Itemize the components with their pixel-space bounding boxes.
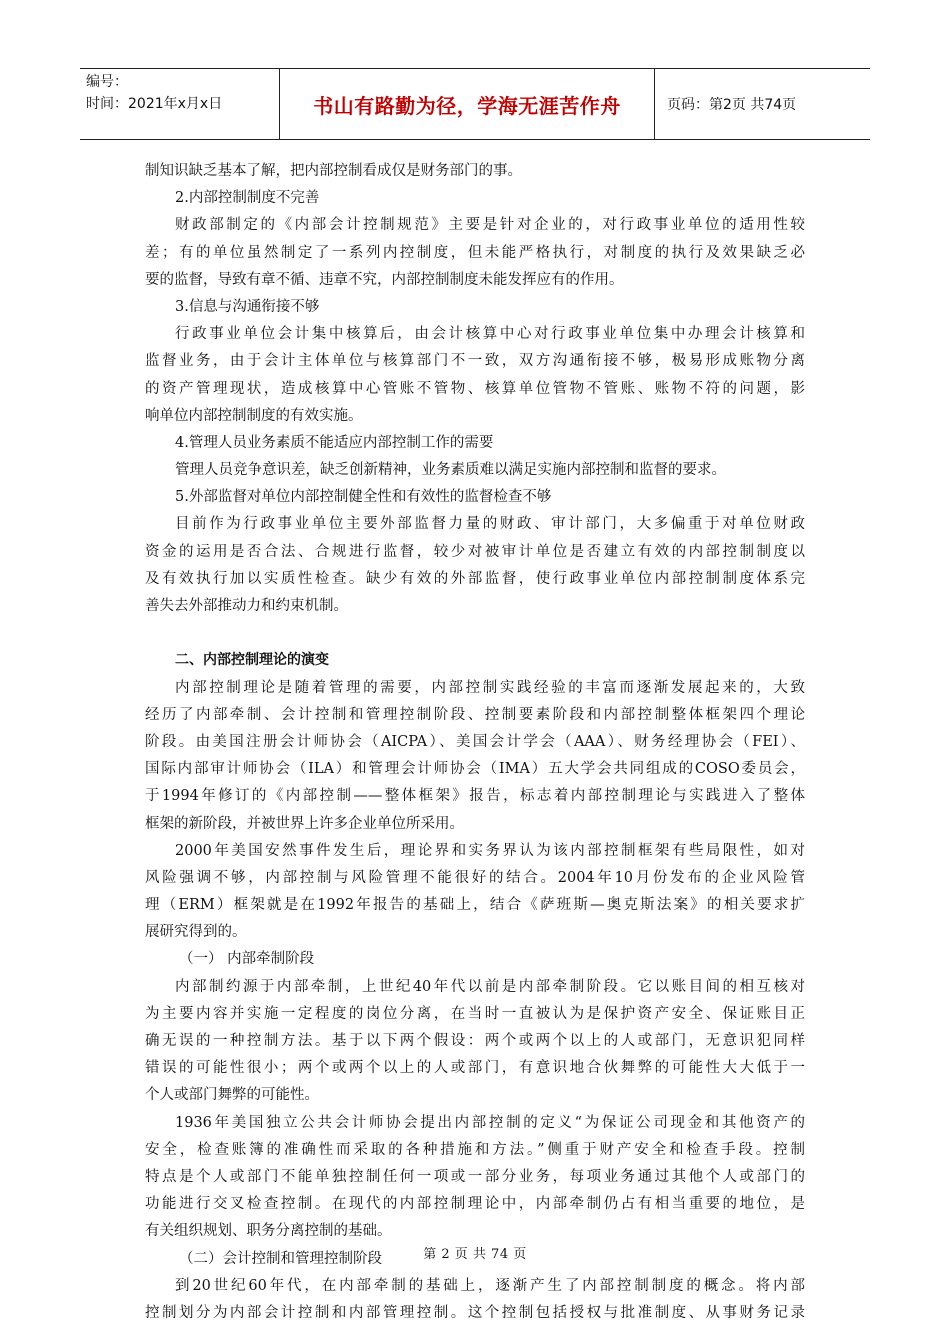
paragraph-line: 1936年美国独立公共会计师协会提出内部控制的定义“为保证公司现金和其他资产的 — [175, 1114, 805, 1131]
section-title: 二、内部控制理论的演变 — [175, 652, 329, 669]
paragraph-line: 财政部制定的《内部会计控制规范》主要是针对企业的，对行政事业单位的适用性较 — [175, 217, 805, 234]
subheading: 5.外部监督对单位内部控制健全性和有效性的监督检查不够 — [175, 489, 552, 506]
paragraph-line: 有关组织规划、职务分离控制的基础。 — [145, 1223, 392, 1240]
paragraph-line: 控制划分为内部会计控制和内部管理控制。这个控制包括授权与批准制度、从事财务记录 — [145, 1304, 805, 1321]
header-meta — [80, 69, 280, 139]
document-body — [145, 158, 805, 1327]
header-motto: 书山有路勤为径，学海无涯苦作舟 — [280, 69, 655, 139]
paragraph-line: 目前作为行政事业单位主要外部监督力量的财政、审计部门，大多偏重于对单位财政 — [175, 516, 805, 533]
paragraph-line: 内部制约源于内部牵制，上世纪40年代以前是内部牵制阶段。它以账目间的相互核对 — [175, 978, 805, 995]
paragraph-line: 2000年美国安然事件发生后，理论界和实务界认为该内部控制框架有些局限性，如对 — [175, 842, 805, 859]
paragraph-line: 框架的新阶段，并被世界上许多企业单位所采用。 — [145, 815, 464, 832]
blank-line — [145, 620, 805, 647]
paragraph-line: 功能进行交叉检查控制。在现代的内部控制理论中，内部牵制仍占有相当重要的地位，是 — [145, 1196, 805, 1213]
paragraph-line: 行政事业单位会计集中核算后，由会计核算中心对行政事业单位集中办理会计核算和 — [175, 326, 805, 343]
paragraph-line: 要的监督，导致有章不循、违章不究，内部控制制度未能发挥应有的作用。 — [145, 271, 624, 288]
document-date-label: 时间：2021年x月x日 — [86, 96, 223, 112]
paragraph-line: 安全，检查账簿的准确性而采取的各种措施和方法。”侧重于财产安全和检查手段。控制 — [145, 1141, 805, 1158]
paragraph-line: 特点是个人或部门不能单独控制任何一项或一部分业务，每项业务通过其他个人或部门的 — [145, 1168, 805, 1185]
subheading: 2.内部控制制度不完善 — [175, 190, 320, 207]
paragraph-line: 内部控制理论是随着管理的需要，内部控制实践经验的丰富而逐渐发展起来的，大致 — [175, 679, 805, 696]
paragraph-line: 为主要内容并实施一定程度的岗位分离，在当时一直被认为是保护资产安全、保证账目正 — [145, 1005, 805, 1022]
paragraph-line: 经历了内部牵制、会计控制和管理控制阶段、控制要素阶段和内部控制整体框架四个理论 — [145, 706, 805, 723]
paragraph-line: 管理人员竞争意识差，缺乏创新精神，业务素质难以满足实施内部控制和监督的要求。 — [175, 462, 726, 479]
paragraph-line: 风险强调不够，内部控制与风险管理不能很好的结合。2004年10月份发布的企业风险管 — [145, 869, 805, 886]
paragraph-line: 个人或部门舞弊的可能性。 — [145, 1087, 319, 1104]
subsection-title: （一） 内部牵制阶段 — [179, 951, 315, 968]
paragraph-line: 理（ERM）框架就是在1992年报告的基础上，结合《萨班斯—奥克斯法案》的相关要求扩 — [145, 897, 805, 914]
subsection-title: （二）会计控制和管理控制阶段 — [179, 1250, 382, 1267]
paragraph-line: 阶段。由美国注册会计师协会（AICPA）、美国会计学会（AAA）、财务经理协会（FEI）、 — [145, 733, 805, 750]
paragraph-line: 的资产管理现状，造成核算中心管账不管物、核算单位管物不管账、账物不符的问题，影 — [145, 380, 805, 397]
paragraph-line: 及有效执行加以实质性检查。缺少有效的外部监督，使行政事业单位内部控制制度体系完 — [145, 570, 805, 587]
paragraph-line: 响单位内部控制制度的有效实施。 — [145, 407, 363, 424]
paragraph-line: 善失去外部推动力和约束机制。 — [145, 598, 348, 614]
page-header — [80, 68, 870, 140]
header-page-number: 页码：第2页 共74页 — [667, 97, 797, 113]
subheading: 4.管理人员业务素质不能适应内部控制工作的需要 — [175, 434, 494, 451]
paragraph-line: 国际内部审计师协会（ILA）和管理会计师协会（IMA）五大学会共同组成的COSO委员会， — [145, 761, 805, 778]
paragraph-line: 到20世纪60年代，在内部牵制的基础上，逐渐产生了内部控制制度的概念。将内部 — [175, 1277, 805, 1294]
page-footer: 第 2 页 共 74 页 — [423, 1247, 527, 1262]
subheading: 3.信息与沟通衔接不够 — [175, 298, 320, 315]
paragraph-line: 资金的运用是否合法、合规进行监督，较少对被审计单位是否建立有效的内部控制制度以 — [145, 543, 805, 560]
paragraph-line: 错误的可能性很小；两个或两个以上的人或部门，有意识地合伙舞弊的可能性大大低于一 — [145, 1060, 805, 1077]
paragraph-line: 确无误的一种控制方法。基于以下两个假设：两个或两个以上的人或部门，无意识犯同样 — [145, 1033, 805, 1049]
paragraph-line: 于1994年修订的《内部控制——整体框架》报告，标志着内部控制理论与实践进入了整体 — [145, 788, 805, 805]
paragraph-line: 制知识缺乏基本了解，把内部控制看成仅是财务部门的事。 — [145, 163, 522, 179]
paragraph-line: 监督业务，由于会计主体单位与核算部门不一致，双方沟通衔接不够，极易形成账物分离 — [145, 353, 805, 370]
paragraph-line: 差；有的单位虽然制定了一系列内控制度，但未能严格执行，对制度的执行及效果缺乏必 — [145, 244, 805, 261]
document-id-label: 编号： — [86, 74, 128, 90]
paragraph-line: 展研究得到的。 — [145, 924, 247, 941]
